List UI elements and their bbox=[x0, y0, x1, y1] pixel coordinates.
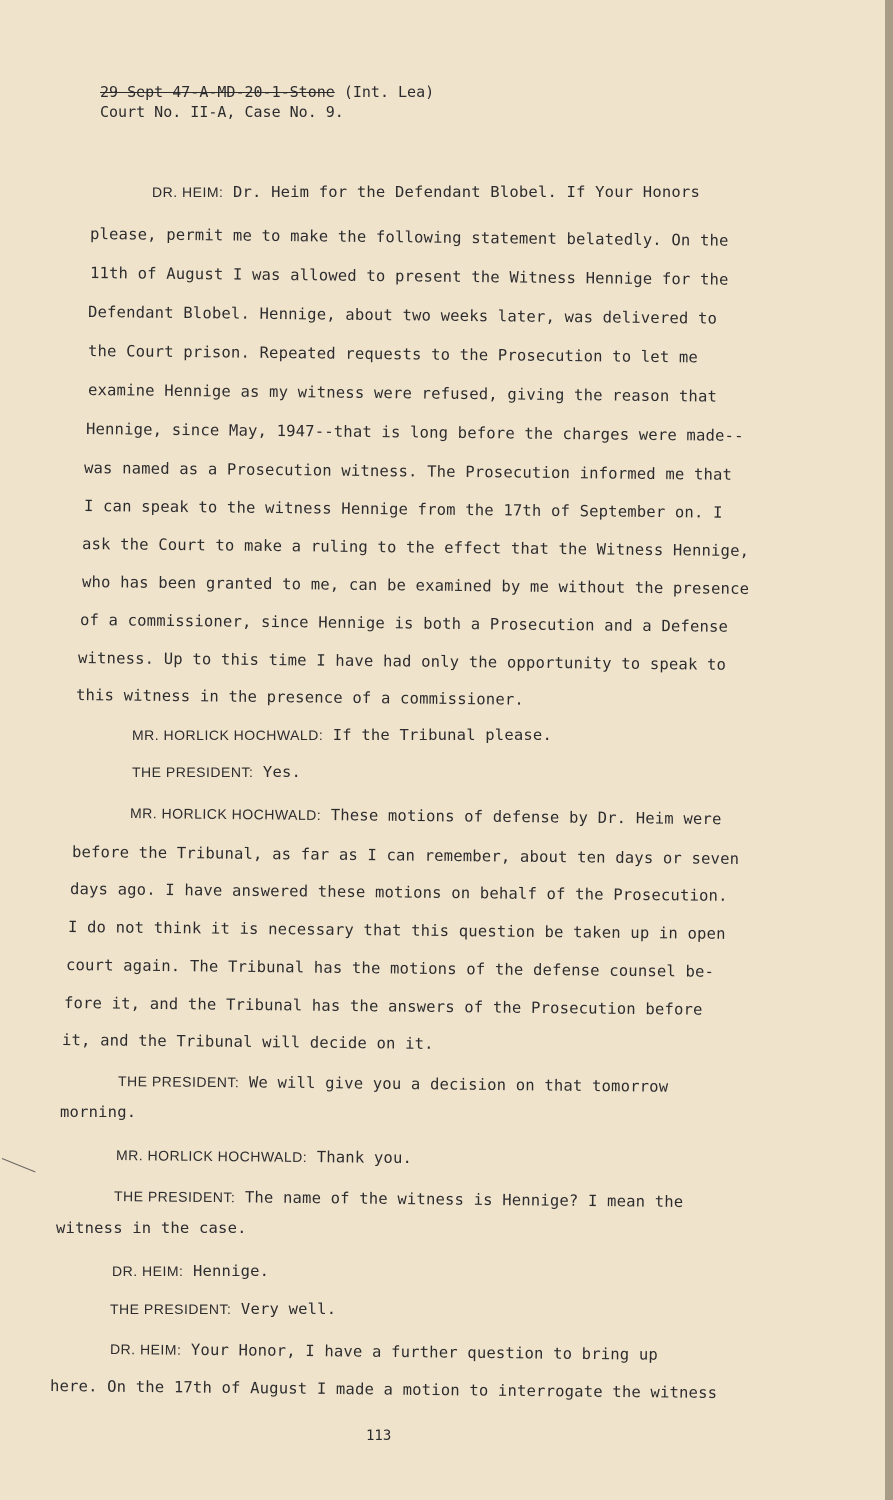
speech-text: If the Tribunal please. bbox=[332, 726, 552, 744]
transcript-line bbox=[110, 1340, 658, 1364]
transcript-line bbox=[114, 1187, 684, 1211]
transcript-line: I do not think it is necessary that this question be taken up in open bbox=[67, 918, 726, 943]
transcript-line: fore it, and the Tribunal has the answers of the Prosecution before bbox=[63, 994, 703, 1019]
transcript-line: was named as a Prosecution witness. The Prosecution informed me that bbox=[83, 459, 733, 484]
transcript-line: court again. The Tribunal has the motions of the defense counsel be- bbox=[65, 956, 715, 981]
transcript-line bbox=[130, 804, 722, 828]
transcript-line bbox=[152, 183, 700, 201]
speech-text: These motions of defense by Dr. Heim were bbox=[330, 806, 722, 829]
interpreter-note: (Int. Lea) bbox=[343, 83, 435, 101]
speaker-label: DR. HEIM: bbox=[152, 184, 224, 200]
page-number: 113 bbox=[366, 1428, 392, 1444]
transcript-line: examine Hennige as my witness were refused, giving the reason that bbox=[87, 381, 718, 406]
transcript-line: witness. Up to this time I have had only the opportunity to speak to bbox=[77, 649, 727, 674]
speaker-label: DR. HEIM: bbox=[112, 1263, 184, 1279]
speaker-label: MR. HORLICK HOCHWALD: bbox=[115, 1147, 308, 1166]
transcript-line: witness in the case. bbox=[56, 1219, 247, 1237]
transcript-line: 11th of August I was allowed to present the Witness Hennige for the bbox=[89, 264, 729, 289]
transcript-line: I can speak to the witness Hennige from the 17th of September on. I bbox=[83, 497, 723, 522]
speech-text: Your Honor, I have a further question to bring up bbox=[190, 1340, 659, 1364]
transcript-line: of a commissioner, since Hennige is both a Prosecution and a Defense bbox=[79, 611, 729, 636]
court-case-line: Court No. II-A, Case No. 9. bbox=[100, 103, 344, 121]
transcript-line: days ago. I have answered these motions on behalf of the Prosecution. bbox=[69, 880, 728, 905]
speech-text: Hennige. bbox=[192, 1262, 270, 1280]
transcript-line: ask the Court to make a ruling to the effect that the Witness Hennige, bbox=[81, 535, 750, 560]
struck-reference: 29 Sept 47-A-MD-20-1-Stone bbox=[100, 83, 335, 101]
speech-text: Very well. bbox=[240, 1300, 337, 1318]
transcript-line bbox=[116, 1146, 412, 1167]
transcript-line: who has been granted to me, can be examined by me without the presence bbox=[81, 573, 750, 598]
speech-text: The name of the witness is Hennige? I mean the bbox=[244, 1188, 684, 1211]
transcript-line bbox=[118, 1072, 668, 1096]
speaker-label: MR. HORLICK HOCHWALD: bbox=[132, 727, 324, 743]
transcript-line: Hennige, since May, 1947--that is long before the charges were made-- bbox=[85, 420, 744, 445]
transcript-line: here. On the 17th of August I made a motion to interrogate the witness bbox=[49, 1377, 718, 1402]
transcript-line: before the Tribunal, as far as I can remember, about ten days or seven bbox=[71, 843, 740, 868]
speaker-label: THE PRESIDENT: bbox=[117, 1073, 240, 1091]
speech-text: We will give you a decision on that tomorrow bbox=[248, 1073, 669, 1096]
transcript-line bbox=[132, 726, 552, 744]
speech-text: Thank you. bbox=[316, 1148, 413, 1168]
transcript-line: it, and the Tribunal will decide on it. bbox=[61, 1031, 434, 1053]
speech-text: Dr. Heim for the Defendant Blobel. If Your Honors bbox=[232, 183, 700, 201]
transcript-line bbox=[112, 1262, 269, 1280]
transcript-line: please, permit me to make the following statement belatedly. On the bbox=[89, 225, 729, 250]
speech-text: Yes. bbox=[262, 763, 302, 781]
transcript-line: morning. bbox=[60, 1103, 137, 1121]
speaker-label: MR. HORLICK HOCHWALD: bbox=[129, 805, 322, 824]
transcript-line: this witness in the presence of a commissioner. bbox=[75, 686, 525, 709]
speaker-label: DR. HEIM: bbox=[109, 1341, 182, 1358]
transcript-line bbox=[132, 763, 301, 781]
transcript-line: the Court prison. Repeated requests to the Prosecution to let me bbox=[87, 342, 699, 367]
transcript-line: Defendant Blobel. Hennige, about two weeks later, was delivered to bbox=[87, 303, 718, 328]
speaker-label: THE PRESIDENT: bbox=[113, 1188, 236, 1206]
speaker-label: THE PRESIDENT: bbox=[132, 764, 254, 780]
speaker-label: THE PRESIDENT: bbox=[110, 1301, 232, 1317]
transcript-line bbox=[110, 1300, 336, 1318]
